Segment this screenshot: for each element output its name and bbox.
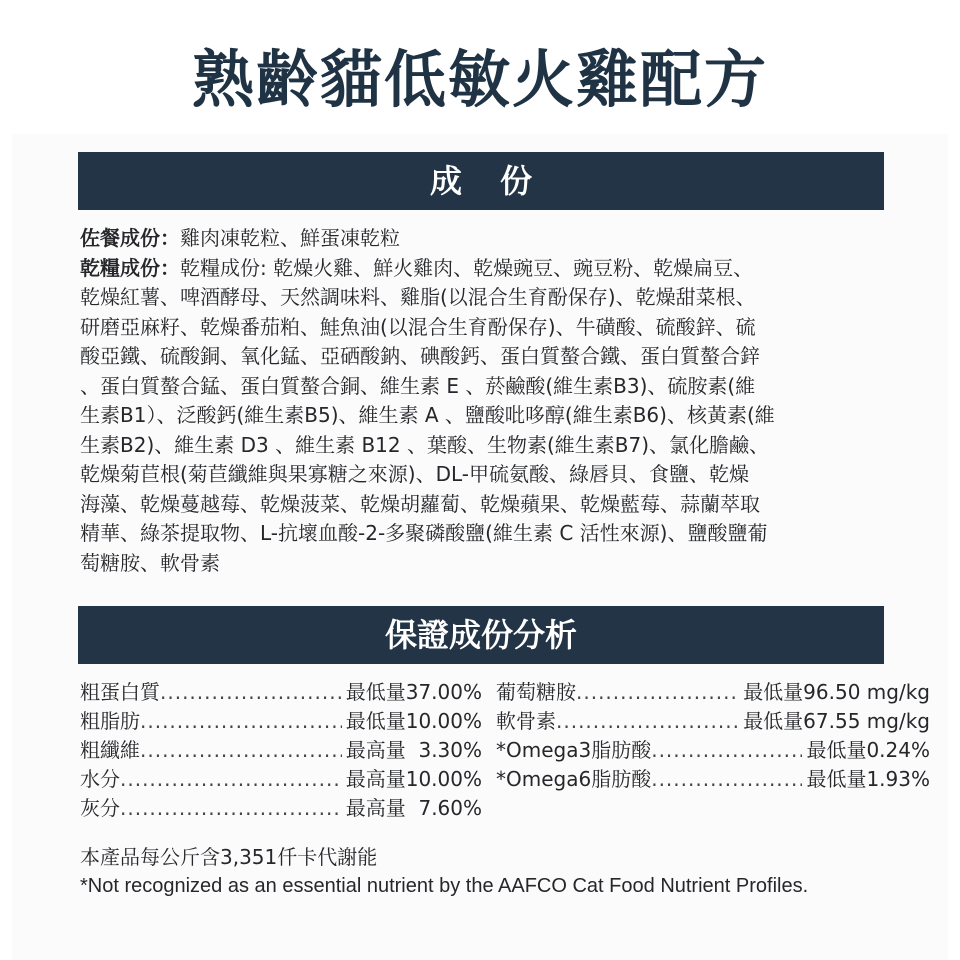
ingredient-line: 酸亞鐵、硫酸銅、氧化錳、亞硒酸鈉、碘酸鈣、蛋白質螯合鐵、蛋白質螯合鋅: [80, 344, 760, 368]
ingredient-line: 萄糖胺、軟骨素: [80, 550, 220, 575]
nutrient-name: 灰分: [80, 796, 120, 820]
dry-food-text: 乾糧成份: 乾燥火雞、鮮火雞肉、乾燥豌豆、豌豆粉、乾燥扁豆、: [180, 255, 754, 280]
dry-food-label: 乾糧成份：: [80, 255, 180, 280]
ingredient-line: 生素B2)、維生素 D3 、維生素 B12 、葉酸、生物素(維生素B7)、氯化膽鹼、: [80, 432, 770, 457]
nutrient-name: 粗纖維: [80, 738, 140, 762]
nutrient-value: 最高量 7.60%: [345, 796, 482, 820]
analysis-row: [80, 678, 482, 707]
analysis-header: 保證成份分析: [384, 616, 577, 654]
nutrient-value: 最高量 3.30%: [345, 738, 482, 762]
nutrient-name: 水分: [80, 767, 120, 791]
nutrient-value: 最低量0.24%: [806, 738, 930, 762]
nutrient-name: 粗蛋白質: [80, 680, 160, 704]
ingredients-header: 成份: [429, 162, 570, 200]
analysis-row: [496, 736, 930, 765]
nutrient-name: *Omega3脂肪酸: [496, 738, 652, 762]
analysis-header-bar: [78, 606, 884, 664]
leader-dots: [160, 678, 342, 707]
ingredient-line: 海藻、乾燥蔓越莓、乾燥菠菜、乾燥胡蘿蔔、乾燥蘋果、乾燥藍莓、蒜蘭萃取: [80, 491, 760, 516]
ingredient-line: 乾燥菊苣根(菊苣纖維與果寡糖之來源)、DL-甲硫氨酸、綠唇貝、食鹽、乾燥: [80, 462, 750, 486]
nutrient-name: 軟骨素: [496, 709, 556, 733]
aafco-footnote: *Not recognized as an essential nutrient by the AAFCO Cat Food Nutrient Profiles.: [80, 875, 809, 897]
nutrient-value: 最高量10.00%: [345, 767, 482, 791]
nutrient-name: *Omega6脂肪酸: [496, 767, 652, 791]
analysis-row: [496, 678, 930, 707]
analysis-row: [80, 707, 482, 736]
ingredient-line: 乾燥紅薯、啤酒酵母、天然調味料、雞脂(以混合生育酚保存)、乾燥甜菜根、: [80, 285, 756, 309]
analysis-row: [80, 736, 482, 765]
energy-statement: 本產品每公斤含3,351仟卡代謝能: [80, 845, 378, 869]
nutrient-value: 最低量1.93%: [806, 767, 930, 791]
leader-dots: [651, 765, 802, 794]
leader-dots: [140, 707, 342, 736]
topping-line: [80, 224, 886, 254]
ingredient-line: 、蛋白質螯合錳、蛋白質螯合銅、維生素 E 、菸鹼酸(維生素B3)、硫胺素(維: [80, 373, 756, 398]
ingredient-line: 精華、綠茶提取物、L-抗壞血酸-2-多聚磷酸鹽(維生素 C 活性來源)、鹽酸鹽葡: [80, 521, 768, 545]
nutrient-name: 葡萄糖胺: [496, 680, 576, 704]
nutrient-value: 最低量37.00%: [345, 680, 482, 704]
ingredients-block: [80, 224, 886, 578]
leader-dots: [651, 736, 802, 765]
analysis-right-column: [496, 678, 930, 794]
leader-dots: [120, 765, 342, 794]
ingredients-header-bar: [78, 152, 884, 210]
analysis-row: [496, 707, 930, 736]
analysis-row: [80, 794, 482, 823]
leader-dots: [140, 736, 342, 765]
nutrient-value: 最低量10.00%: [345, 709, 482, 733]
nutrient-name: 粗脂肪: [80, 709, 140, 733]
analysis-row: [80, 765, 482, 794]
topping-label: 佐餐成份：: [80, 226, 180, 250]
analysis-left-column: [80, 678, 482, 823]
ingredient-line: 研磨亞麻籽、乾燥番茄粕、鮭魚油(以混合生育酚保存)、牛磺酸、硫酸鋅、硫: [80, 314, 756, 339]
leader-dots: [120, 794, 342, 823]
ingredient-line: 生素B1）、泛酸鈣(維生素B5)、維生素 A 、鹽酸吡哆醇(維生素B6)、核黃素(維: [80, 403, 775, 427]
nutrient-value: 最低量96.50 mg/kg: [743, 680, 930, 704]
page-title: 熟齡貓低敏火雞配方: [191, 43, 768, 116]
leader-dots: [556, 707, 739, 736]
dry-food-line: [80, 254, 886, 284]
topping-text: 雞肉凍乾粒、鮮蛋凍乾粒: [180, 226, 400, 250]
leader-dots: [576, 678, 739, 707]
analysis-row: [496, 765, 930, 794]
nutrient-value: 最低量67.55 mg/kg: [743, 709, 930, 733]
